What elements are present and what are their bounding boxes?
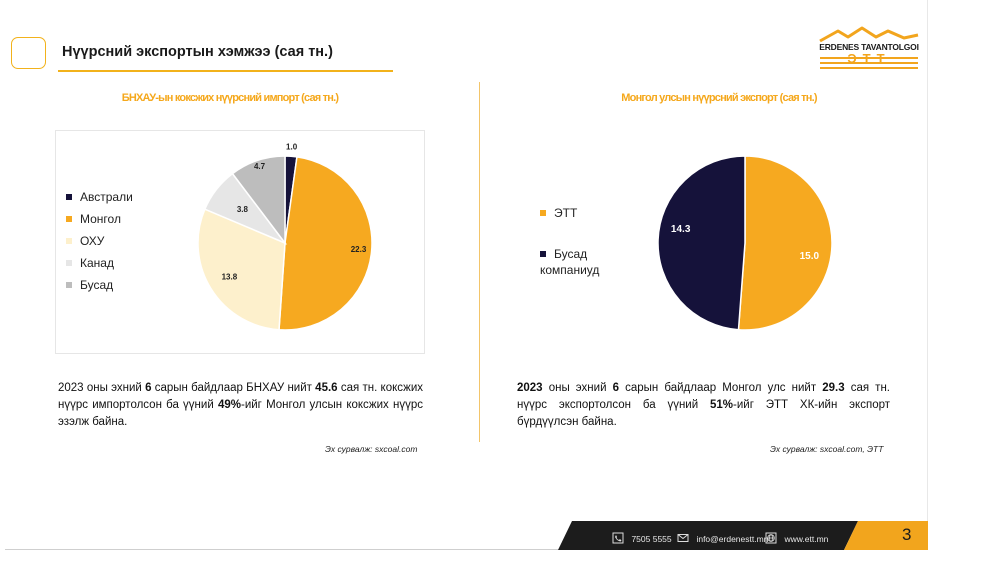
pie-data-label-2: 13.8 [221, 272, 238, 282]
legend-swatch [66, 282, 72, 288]
legend-swatch [66, 260, 72, 266]
legend-label: ЭТТ [554, 206, 578, 220]
footer-email[interactable] [677, 529, 768, 543]
pie-data-label-0: 1.0 [286, 142, 298, 152]
company-logo [818, 26, 920, 70]
legend-swatch [66, 238, 72, 244]
footer-web[interactable] [765, 529, 828, 543]
left-chart-legend [66, 190, 186, 300]
legend-item-australia [66, 190, 133, 204]
right-pie-chart [650, 150, 840, 340]
text-run-bold: 51% [710, 399, 734, 411]
slide-right-edge [927, 0, 928, 550]
text-run-bold: 45.6 [315, 382, 338, 394]
legend-label: Монгол [80, 212, 121, 226]
logo-letters: ЭТТ [847, 51, 891, 66]
legend-swatch [540, 210, 546, 216]
text-run: сая тн. коксжих нүүрс импортолсон ба үүний [58, 382, 424, 411]
text-run: сая тн. нүүрс экспортолсон ба үүний [517, 382, 890, 411]
text-run-bold: 2023 [517, 382, 543, 394]
text-run: -ийг Монгол улсын коксжих нүүрс эзэлж байна. [58, 399, 423, 428]
pie-data-label-1: 22.3 [350, 245, 367, 255]
phone-icon [612, 532, 624, 544]
left-pie-chart [190, 140, 380, 340]
globe-icon [765, 532, 777, 544]
legend-swatch [66, 216, 72, 222]
legend-item-ett [540, 206, 577, 220]
text-run-bold: 6 [612, 382, 620, 394]
page-number: 3 [902, 525, 912, 544]
left-description [58, 380, 423, 431]
left-chart-subtitle: БНХАУ-ын коксжих нүүрсний импорт (сая тн.) [121, 92, 339, 104]
slide-title: Нүүрсний экспортын хэмжээ (сая тн.) [62, 44, 333, 60]
legend-swatch [540, 251, 546, 257]
legend-label: Бусад компаниуд [540, 247, 600, 277]
pie-slice-1 [658, 156, 745, 330]
text-run-bold: 6 [145, 382, 152, 394]
legend-item-canada [66, 256, 114, 270]
footer-phone-text: 7505 5555 [631, 534, 672, 544]
text-run: -ийг ЭТТ ХК-ийн экспорт бүрдүүлсэн байна. [517, 399, 890, 428]
right-chart-legend [540, 206, 660, 286]
legend-label: Канад [80, 256, 114, 270]
mail-icon [677, 532, 689, 544]
right-source: Эх сурвалж: sxcoal.com, ЭТТ [770, 444, 884, 454]
legend-item-russia [66, 234, 104, 248]
right-description [517, 380, 890, 431]
legend-swatch [66, 194, 72, 200]
footer-web-text: www.ett.mn [784, 534, 829, 544]
left-source: Эх сурвалж: sxcoal.com [325, 444, 418, 454]
column-divider [479, 82, 480, 442]
legend-label: Австрали [80, 190, 133, 204]
footer-phone[interactable] [612, 529, 672, 543]
text-run: сарын байдлаар Монгол улс нийт [619, 382, 823, 394]
legend-item-mongolia [66, 212, 121, 226]
right-chart-subtitle: Монгол улсын нүүрсний экспорт (сая тн.) [621, 92, 817, 104]
title-underline [58, 70, 393, 72]
pie-data-label-4: 4.7 [253, 162, 266, 172]
legend-label: ОХУ [80, 234, 105, 248]
pie-slice-1 [279, 157, 372, 330]
legend-item-other-companies [540, 246, 624, 278]
text-run: 2023 оны эхний [58, 382, 146, 394]
text-run-bold: 29.3 [822, 382, 845, 394]
title-accent-box [11, 37, 46, 69]
pie-data-label-1: 14.3 [670, 224, 691, 236]
legend-label: Бусад [80, 278, 114, 292]
legend-item-other [66, 278, 113, 292]
text-run: сарын байдлаар БНХАУ нийт [151, 382, 316, 394]
pie-slice-0 [738, 156, 832, 330]
footer-email-text: info@erdenestt.mn [696, 534, 769, 544]
logo-text: ERDENES TAVANTOLGOI [819, 42, 919, 52]
pie-data-label-3: 3.8 [236, 204, 248, 214]
pie-data-label-0: 15.0 [799, 251, 820, 263]
text-run: оны эхний [542, 382, 613, 394]
text-run-bold: 49% [217, 399, 241, 411]
